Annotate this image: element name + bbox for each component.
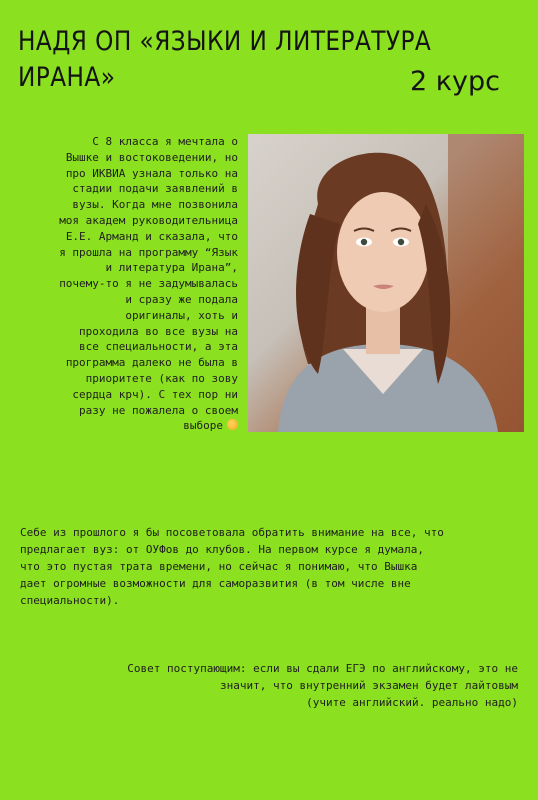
course-label: 2 курс: [409, 66, 500, 97]
smiling-face-with-hearts-icon: [227, 419, 238, 430]
story-paragraph: С 8 класса я мечтала о Вышке и востоковедении, но про ИКВИА узнала только на стадии подачи заявлений в вузы. Когда мне позвонила моя академ руководительница Е.Е. Арманд и сказала, что я прошла на программу “Язык и литература Ирана”, почему-то я не задумывалась и сразу же подала оригиналы, хоть и проходила во все вузы на все специальности, а эта программа далеко не была в приоритете (как по зову сердца крч). С тех пор ни разу не пожалела о своем выборе: [59, 135, 238, 433]
portrait-illustration: [248, 134, 524, 432]
applicant-tip-text: Совет поступающим: если вы сдали ЕГЭ по английскому, это не значит, что внутренний экзамен будет лайтовым (учите английский. реально надо): [127, 662, 518, 709]
title-line-1: НАДЯ ОП «ЯЗЫКИ И ЛИТЕРАТУРА: [18, 26, 432, 57]
title-line-2: ИРАНА»: [18, 62, 116, 93]
portrait-photo: [248, 134, 524, 432]
advice-text: Себе из прошлого я бы посоветовала обратить внимание на все, что предлагает вуз: от ОУФов до клубов. На первом курсе я думала, что это пустая трата времени, но сейчас я понимаю, что Вышка дает огромные возможности для саморазвития (в том числе вне специальности).: [20, 526, 444, 607]
story-text: [26, 134, 238, 434]
page-title: [18, 24, 448, 96]
